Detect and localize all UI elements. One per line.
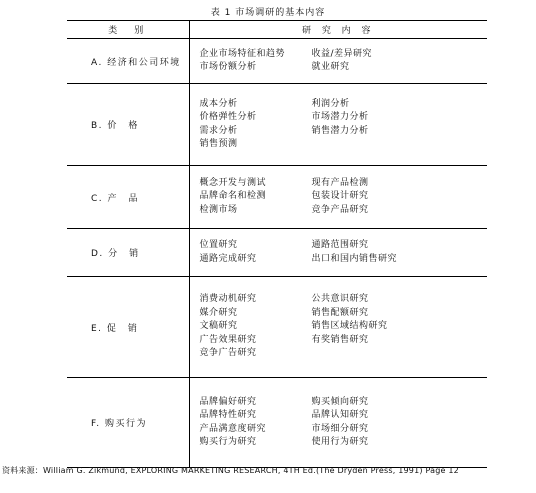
research-item: 销售区域结构研究 [311,321,388,332]
header-category: 类 别 [67,21,189,39]
table-row [67,166,487,229]
research-item: 检测市场 [199,204,238,215]
research-item: 公共意识研究 [311,294,369,305]
research-item: 收益/差异研究 [311,48,373,59]
research-items [190,396,488,450]
row-content [189,277,487,378]
research-item: 价格弹性分析 [199,112,257,122]
research-item: 品牌命名和检测 [199,191,267,202]
research-item: 市场份额分析 [199,62,257,72]
research-items [190,239,488,266]
row-content [189,378,487,468]
research-content-table [67,20,487,468]
row-content [189,229,487,277]
research-item [312,138,488,152]
research-item: 产品满意度研究 [199,423,267,434]
row-category: B. 价 格 [67,84,189,166]
research-item: 销售配额研究 [311,307,369,318]
row-content [189,166,487,229]
research-item: 市场细分研究 [311,423,369,434]
research-items [190,98,488,152]
table-row [67,39,487,84]
research-item: 购买行为研究 [199,437,257,447]
research-item: 品牌偏好研究 [199,396,257,407]
research-item: 市场潜力分析 [311,112,369,122]
research-item: 消费动机研究 [199,294,257,305]
research-item: 文稿研究 [199,321,238,332]
research-item: 通路完成研究 [199,253,257,264]
table-row [67,84,487,166]
table-row [67,378,487,468]
row-content [189,84,487,166]
table-caption: 表 1 市场调研的基本内容 [210,8,326,18]
research-items [190,48,488,75]
source-note: 资料来源：William G. Zikmund, EXPLORING MARKETING RESEARCH, 4TH Ed.(The Dryden Press, 1991) Page 12 [2,466,459,475]
research-item: 企业市场特征和趋势 [199,48,286,59]
research-item: 通路范围研究 [311,240,369,250]
research-item: 广告效果研究 [199,334,257,345]
research-items [190,177,488,218]
research-item: 品牌认知研究 [311,410,369,420]
research-item: 竞争广告研究 [199,348,257,359]
research-item [312,347,488,361]
research-item: 概念开发与测试 [199,177,267,188]
research-item: 包装设计研究 [311,191,369,202]
row-category: D. 分 销 [67,229,189,277]
row-category: C. 产 品 [67,166,189,229]
research-item: 就业研究 [311,62,350,72]
row-content [189,39,487,84]
research-item: 销售预测 [199,139,238,149]
research-item: 有奖销售研究 [311,334,369,345]
research-items [190,293,488,361]
research-item: 需求分析 [199,125,238,136]
research-item: 位置研究 [199,240,238,250]
research-item: 销售潜力分析 [311,125,369,136]
row-category: F. 购买行为 [67,378,189,468]
table-row [67,229,487,277]
header-content: 研 究 内 容 [189,21,487,39]
research-item: 竞争产品研究 [311,204,369,215]
research-item: 使用行为研究 [311,437,369,447]
row-category: E. 促 销 [67,277,189,378]
research-item: 利润分析 [311,98,350,109]
research-item: 购买倾向研究 [311,396,369,407]
table-row [67,277,487,378]
research-item: 品牌特性研究 [199,410,257,420]
row-category: A. 经济和公司环境 [67,39,189,84]
research-item: 媒介研究 [199,307,238,318]
research-item: 现有产品检测 [311,177,369,188]
research-item: 出口和国内销售研究 [311,253,398,264]
research-item: 成本分析 [199,98,238,109]
